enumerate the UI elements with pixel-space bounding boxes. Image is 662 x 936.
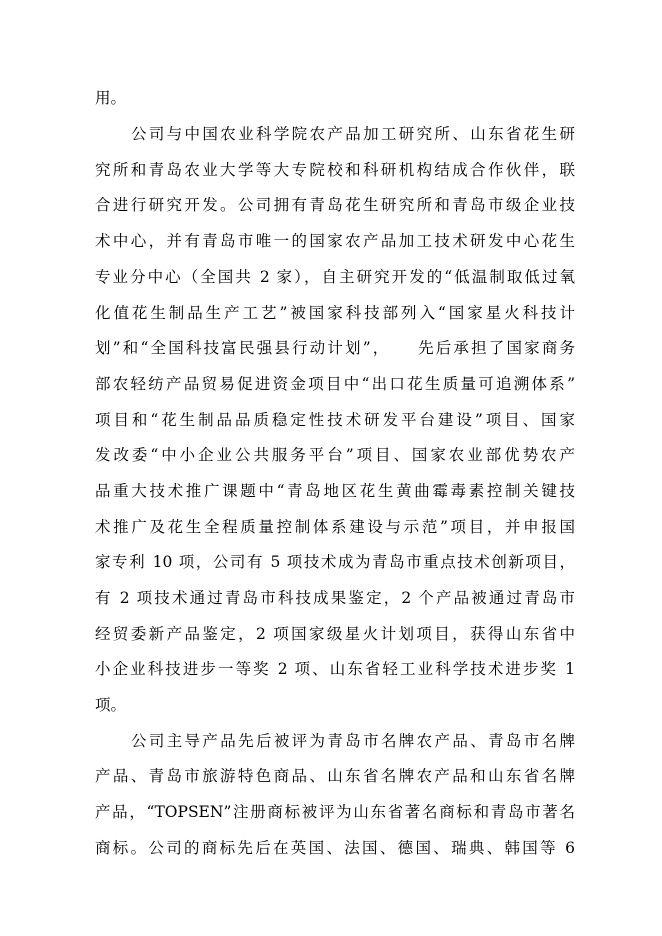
paragraph-line: 家专利 10 项，公司有 5 项技术成为青岛市重点技术创新项目， bbox=[95, 553, 575, 571]
paragraph-line: 用。 bbox=[95, 89, 127, 107]
paragraph-line: 产品、青岛市旅游特色商品、山东省名牌农产品和山东省名牌 bbox=[95, 767, 575, 785]
paragraph-line: 产品，“TOPSEN”注册商标被评为山东省著名商标和青岛市著名 bbox=[95, 803, 575, 821]
paragraph-line: 发改委“中小企业公共服务平台”项目、国家农业部优势农产 bbox=[95, 446, 575, 464]
paragraph-line: 部农轻纺产品贸易促进资金项目中“出口花生质量可追溯体系” bbox=[95, 375, 575, 393]
paragraph-line: 品重大技术推广课题中“青岛地区花生黄曲霉毒素控制关键技 bbox=[95, 482, 575, 500]
paragraph-line: 商标。公司的商标先后在英国、法国、德国、瑞典、韩国等 6 bbox=[95, 839, 575, 857]
paragraph-line: 合进行研究开发。公司拥有青岛花生研究所和青岛市级企业技 bbox=[95, 196, 575, 214]
paragraph-line: 划”和“全国科技富民强县行动计划”， 先后承担了国家商务 bbox=[95, 339, 575, 357]
paragraph-line: 公司与中国农业科学院农产品加工研究所、山东省花生研 bbox=[131, 125, 575, 143]
paragraph-line: 究所和青岛农业大学等大专院校和科研机构结成合作伙伴，联 bbox=[95, 161, 575, 179]
paragraph-line: 经贸委新产品鉴定，2 项国家级星火计划项目，获得山东省中 bbox=[95, 625, 575, 643]
paragraph-line: 术推广及花生全程质量控制体系建设与示范”项目，并申报国 bbox=[95, 518, 575, 536]
paragraph-line: 有 2 项技术通过青岛市科技成果鉴定，2 个产品被通过青岛市 bbox=[95, 589, 575, 607]
paragraph-line: 公司主导产品先后被评为青岛市名牌农产品、青岛市名牌 bbox=[131, 732, 575, 750]
paragraph-line: 化值花生制品生产工艺”被国家科技部列入“国家星火科技计 bbox=[95, 304, 575, 322]
paragraph-line: 项。 bbox=[95, 696, 127, 714]
paragraph-line: 小企业科技进步一等奖 2 项、山东省轻工业科学技术进步奖 1 bbox=[95, 660, 575, 678]
paragraph-line: 术中心，并有青岛市唯一的国家农产品加工技术研发中心花生 bbox=[95, 232, 575, 250]
paragraph-line: 项目和“花生制品品质稳定性技术研发平台建设”项目、国家 bbox=[95, 411, 575, 429]
paragraph-line: 专业分中心（全国共 2 家），自主研究开发的“低温制取低过氧 bbox=[95, 268, 575, 286]
